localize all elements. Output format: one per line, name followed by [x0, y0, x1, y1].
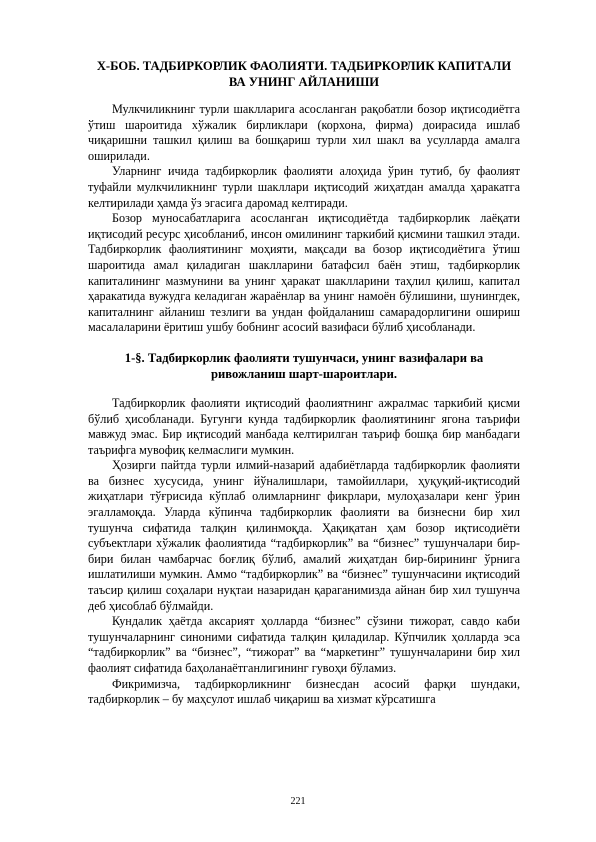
chapter-title: Х-БОБ. ТАДБИРКОРЛИК ФАОЛИЯТИ. ТАДБИРКОРЛИК КАПИТАЛИ ВА УНИНГ АЙЛАНИШИ: [96, 59, 512, 89]
section-paragraph-2: Ҳозирги пайтда турли илмий-назарий адабиётларда тадбиркорлик фаолияти ва бизнес хусусида, унинг йўналишлари, тамойиллари, ҳуқуқий-иқтисодий жиҳатлари тўғрисида кўплаб олимларнинг фикрлари, мулоҳазалари кенг ўрин эгалламоқда. Уларда кўпинча тадбиркорлик фаолияти ва бизнесни бир хил тушунча сифатида талқин қилинмоқда. Ҳақиқатан ҳам бозор иқтисодиёти субъектлари хўжалик фаолиятида “тадбиркорлик” ва “бизнес” тушунчалари бир-бири билан чамбарчас боғлиқ бўлиб, амалий жиҳатдан бир-бирининг ўрнига ишлатилиши мумкин. Аммо “тадбиркорлик” ва “бизнес” тушунчасини иқтисодий таъсир қилиш соҳалари нуқтаи назаридан қараганимизда айнан бир хил тушунча деб ҳисоблаб бўлмайди.: [88, 458, 520, 613]
intro-paragraph-2: Уларнинг ичида тадбиркорлик фаолияти алоҳида ўрин тутиб, бу фаолият туфайли мулкчиликнинг турли шакллари иқтисодий жиҳатдан амалда ҳаракатга келтирилади ҳамда ўз эгасига даромад келтиради.: [88, 164, 520, 210]
section-paragraph-4: Фикримизча, тадбиркорликнинг бизнесдан асосий фарқи шундаки, тадбиркорлик – бу маҳсулот ишлаб чиқариш ва хизмат кўрсатишга: [88, 676, 520, 707]
section-paragraph-3: Кундалик ҳаётда аксарият ҳолларда “бизнес” сўзини тижорат, савдо каби тушунчаларнинг синоними сифатида талқин қиладилар. Кўпчилик ҳолларда эса “тадбиркорлик” ва “бизнес”, “тижорат” ва “маркетинг” тушунчаларини бир хил фаолият сифатида баҳоланаётганлигининг гувоҳи бўламиз.: [88, 614, 520, 675]
page-number: 221: [290, 796, 306, 807]
section-paragraph-1: Тадбиркорлик фаолияти иқтисодий фаолиятнинг ажралмас таркибий қисми бўлиб ҳисобланади. Бугунги кунда тадбиркорлик фаолиятининг ягона таърифи мавжуд эмас. Бир иқтисодий манбада келтирилган таъриф бошқа бир манбадаги таърифга мувофиқ келмаслиги мумкин.: [88, 395, 520, 457]
intro-paragraph-1: Мулкчиликнинг турли шаклларига асосланган рақобатли бозор иқтисодиётга ўтиш шароитида хўжалик бирликлари (корхона, фирма) доирасида ишлаб чиқаришни ташкил қилиш ва бошқариш турли хил шакл ва усулларда амалга оширилади.: [88, 102, 520, 163]
intro-paragraph-3: Бозор муносабатларига асосланган иқтисодиётда тадбиркорлик лаёқати иқтисодий ресурс ҳисобланиб, инсон омилининг таркибий қисмини ташкил этади. Тадбиркорлик фаолиятининг моҳияти, мақсади ва бозор иқтисодиётига ўтиш шароитида амал қиладиган шаклларини батафсил баён этиш, тадбиркорлик капиталининг мазмунини ва унинг ҳаракат шаклларини таҳлил қилиш, капитал ҳаракатида вужудга келадиган жараёнлар ва унинг намоён бўлишини, шунингдек, капиталнинг айланиш тезлиги ва ундан фойдаланиш самарадорлигини ошириш масалаларини ёритиш ушбу бобнинг асосий вазифаси бўлиб ҳисобланади.: [88, 211, 520, 335]
page-content: [88, 58, 520, 708]
section-title: 1-§. Тадбиркорлик фаолияти тушунчаси, унинг вазифалари ва ривожланиш шарт-шароитлари.: [124, 350, 484, 381]
